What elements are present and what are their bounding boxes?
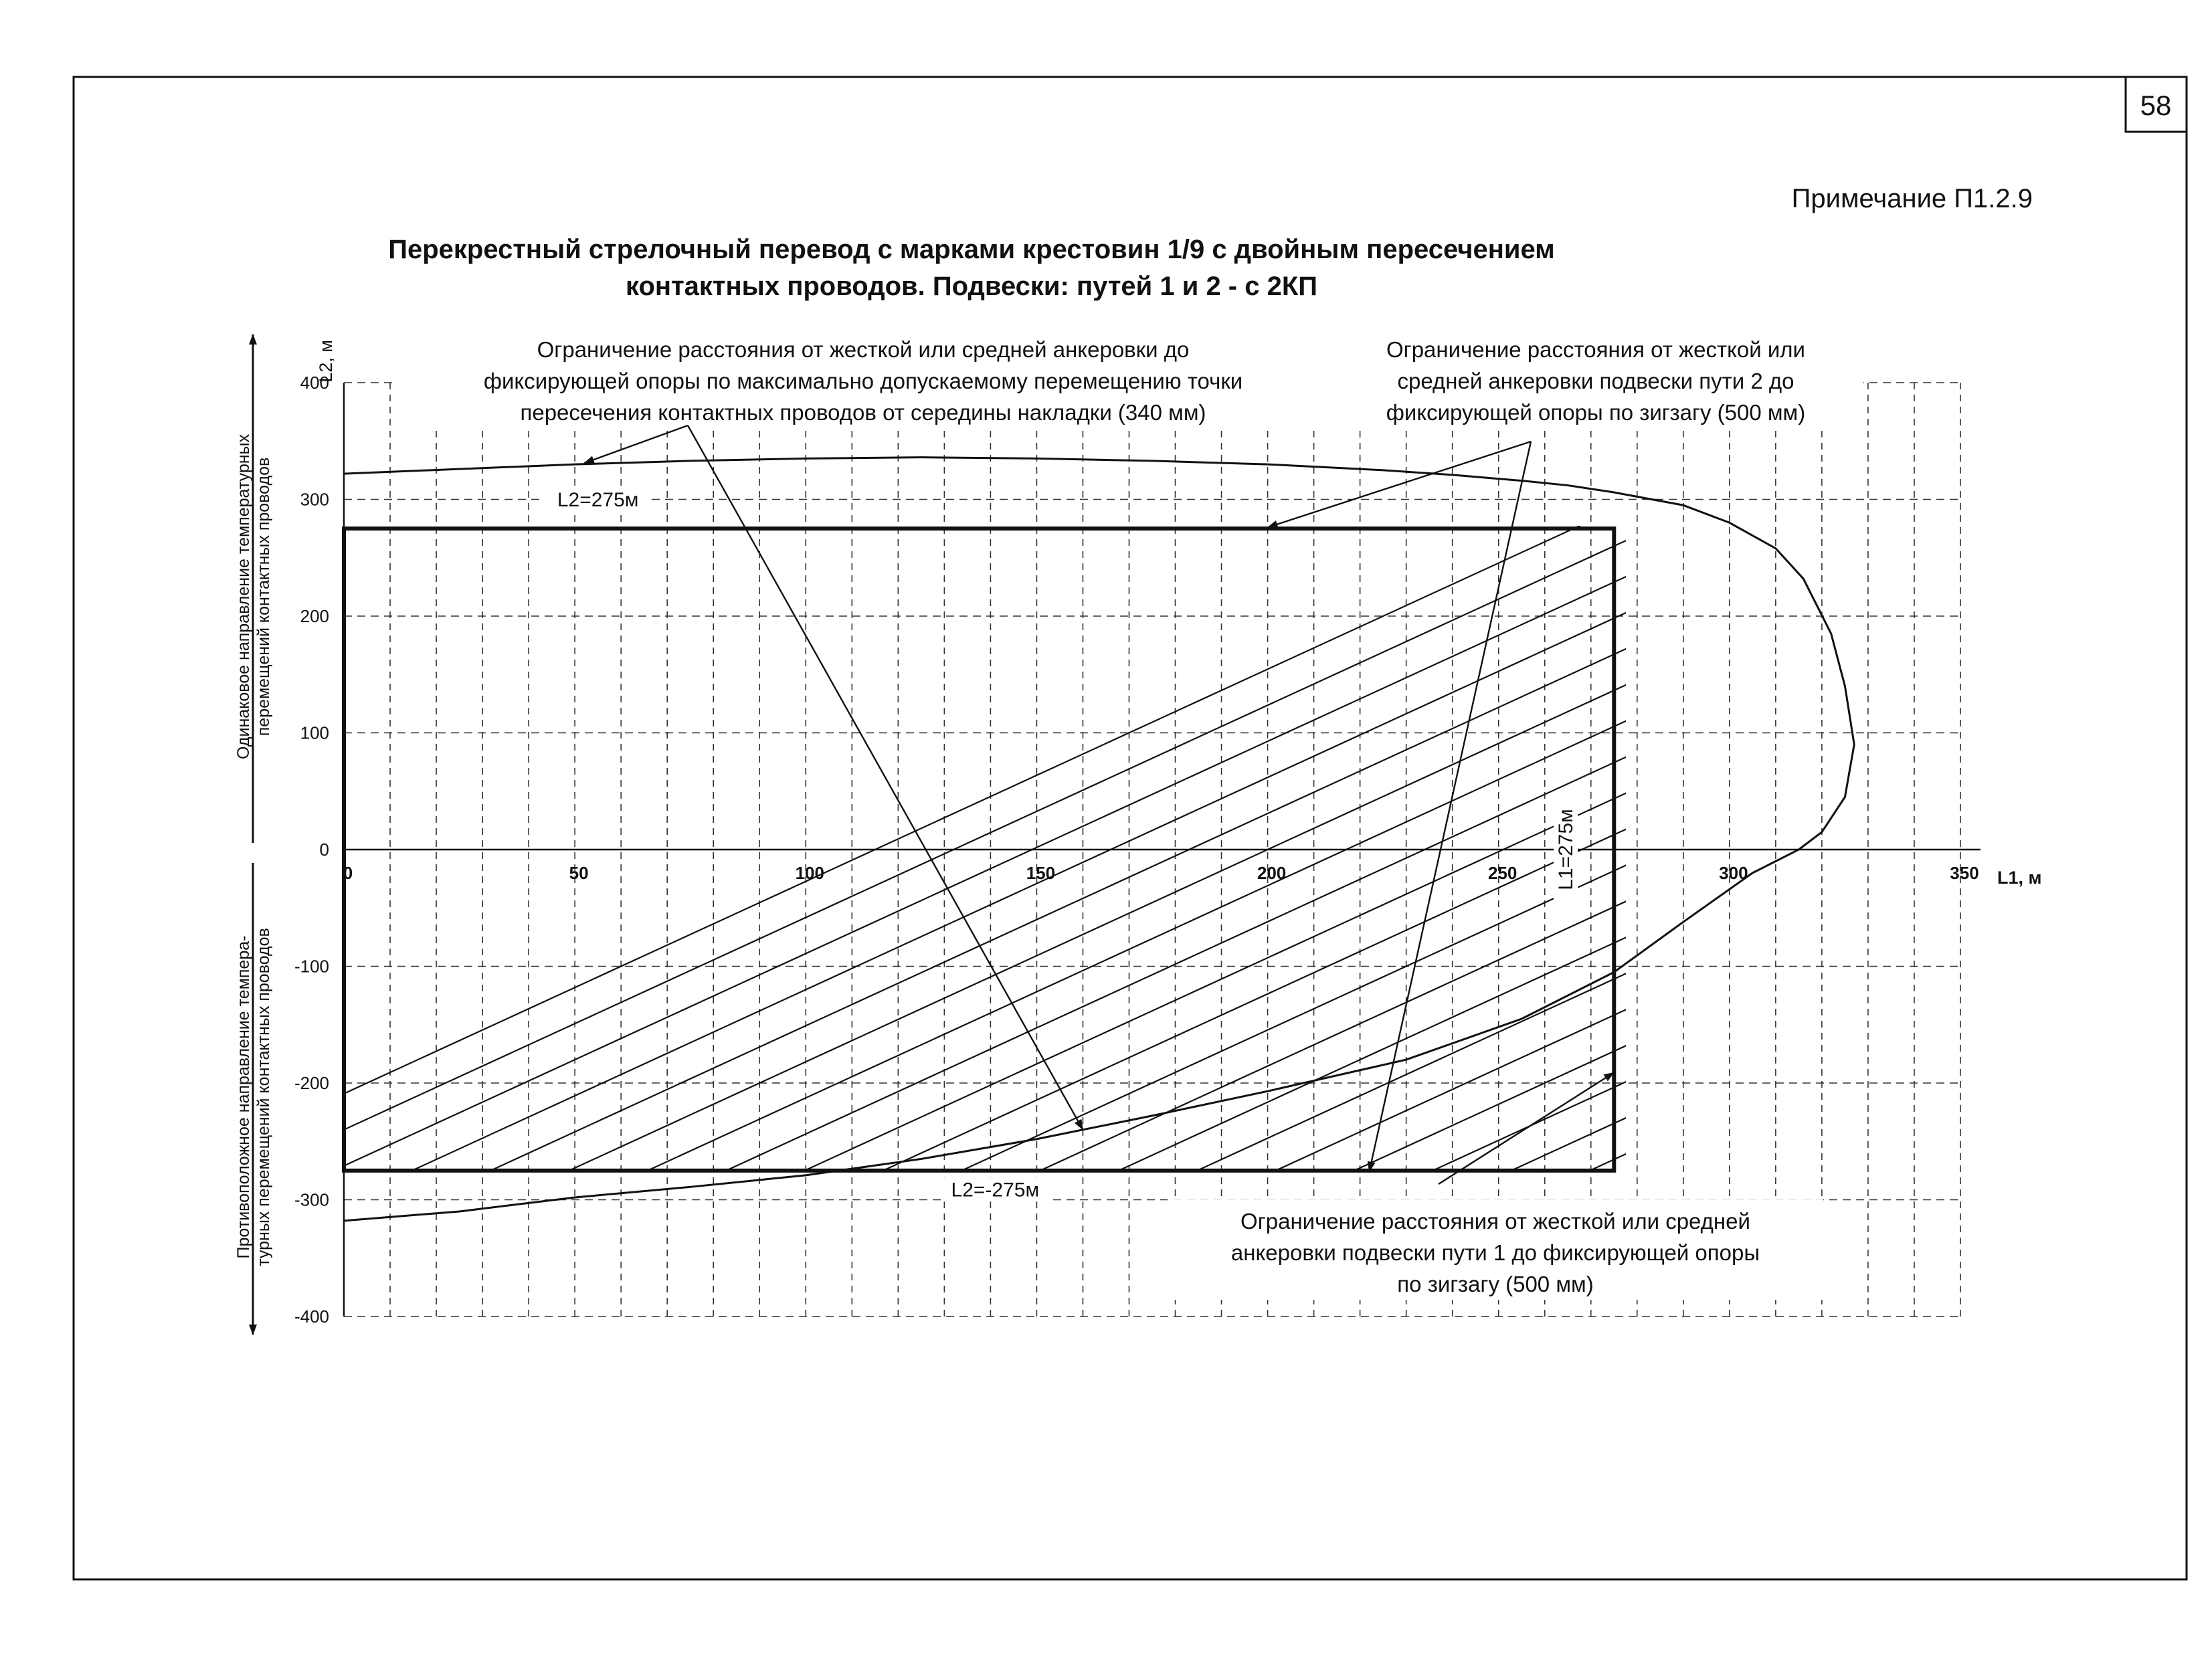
annotation-arrows xyxy=(584,425,1614,1184)
annotation-track2-line2: средней анкеровки подвески пути 2 до xyxy=(1397,369,1794,393)
y-tick-label: 100 xyxy=(300,722,329,743)
y-tick-label: -100 xyxy=(294,956,329,977)
y-tick-label: -200 xyxy=(294,1073,329,1093)
y-tick-label: 0 xyxy=(319,840,329,860)
x-tick-label: 350 xyxy=(1950,863,1979,883)
chart-labels xyxy=(545,488,1578,1201)
x-tick-label: 50 xyxy=(569,863,589,883)
chart-label: L2=275м xyxy=(557,488,639,511)
annotation-track1-line2: анкеровки подвески пути 1 до фиксирующей опоры xyxy=(1230,1240,1760,1265)
side-label-lower-line1: Противоположное направление темпера- xyxy=(234,935,253,1259)
y-tick-label: 400 xyxy=(300,373,329,393)
chart-label: L2=-275м xyxy=(951,1179,1040,1201)
y-axis-title: L2, м xyxy=(316,340,336,383)
hatch-line xyxy=(2154,500,2212,1200)
annotation-340mm-line2: фиксирующей опоры по максимально допускаемому перемещению точки xyxy=(483,369,1243,393)
note-reference: Примечание П1.2.9 xyxy=(1791,184,2033,213)
side-label-lower-line2: турных перемещений контактных проводов xyxy=(254,928,273,1266)
annotation-track1 xyxy=(1168,1199,1823,1300)
side-label-upper-line1: Одинаковое направление температурных xyxy=(234,434,253,759)
chart-title: Перекрестный стрелочный перевод с марками крестовин 1/9 с двойным пересечением xyxy=(388,235,1555,264)
annotation-arrow xyxy=(584,425,688,463)
chart-subtitle: контактных проводов. Подвески: путей 1 и 2 - с 2КП xyxy=(625,272,1318,301)
chart-label: L1=275м xyxy=(1555,809,1578,890)
annotation-track2-line1: Ограничение расстояния от жесткой или xyxy=(1386,337,1806,362)
annotation-340mm-line3: пересечения контактных проводов от середины накладки (340 мм) xyxy=(520,400,1206,425)
annotation-track2-line3: фиксирующей опоры по зигзагу (500 мм) xyxy=(1386,400,1806,425)
series xyxy=(344,458,1854,1221)
y-tick-label: -300 xyxy=(294,1189,329,1210)
x-axis-title: L1, м xyxy=(1997,868,2042,888)
annotation-340mm-line1: Ограничение расстояния от жесткой или средней анкеровки до xyxy=(537,337,1190,362)
series-340mm-curve xyxy=(344,458,1854,1221)
axes xyxy=(344,383,1980,1316)
x-tick-label: 300 xyxy=(1719,863,1748,883)
annotation-arrow xyxy=(688,425,1083,1130)
hatch-line xyxy=(1997,500,2212,1200)
annotation-track2 xyxy=(1328,328,1863,428)
annotation-arrow xyxy=(1369,442,1531,1172)
page-number-box xyxy=(2126,77,2187,132)
annotation-track1-line3: по зигзагу (500 мм) xyxy=(1397,1272,1594,1296)
y-tick-label: -400 xyxy=(294,1306,329,1327)
x-tick-label: 150 xyxy=(1026,863,1056,883)
x-tick-label: 0 xyxy=(343,863,353,883)
annotation-arrow xyxy=(1268,442,1531,527)
annotation-track1-line1: Ограничение расстояния от жесткой или средней xyxy=(1240,1209,1750,1234)
x-tick-label: 200 xyxy=(1257,863,1287,883)
side-label-upper xyxy=(234,334,273,843)
page-number: 58 xyxy=(2140,90,2172,121)
x-tick-label: 100 xyxy=(795,863,824,883)
side-label-lower xyxy=(234,863,273,1335)
y-tick-label: 200 xyxy=(300,606,329,626)
side-label-upper-line2: перемещений контактных проводов xyxy=(254,457,273,737)
annotation-arrow xyxy=(1439,1072,1614,1184)
hatch-line xyxy=(2076,500,2212,1200)
y-tick-label: 300 xyxy=(300,489,329,510)
annotation-340mm xyxy=(395,328,1331,428)
x-tick-label: 250 xyxy=(1488,863,1517,883)
